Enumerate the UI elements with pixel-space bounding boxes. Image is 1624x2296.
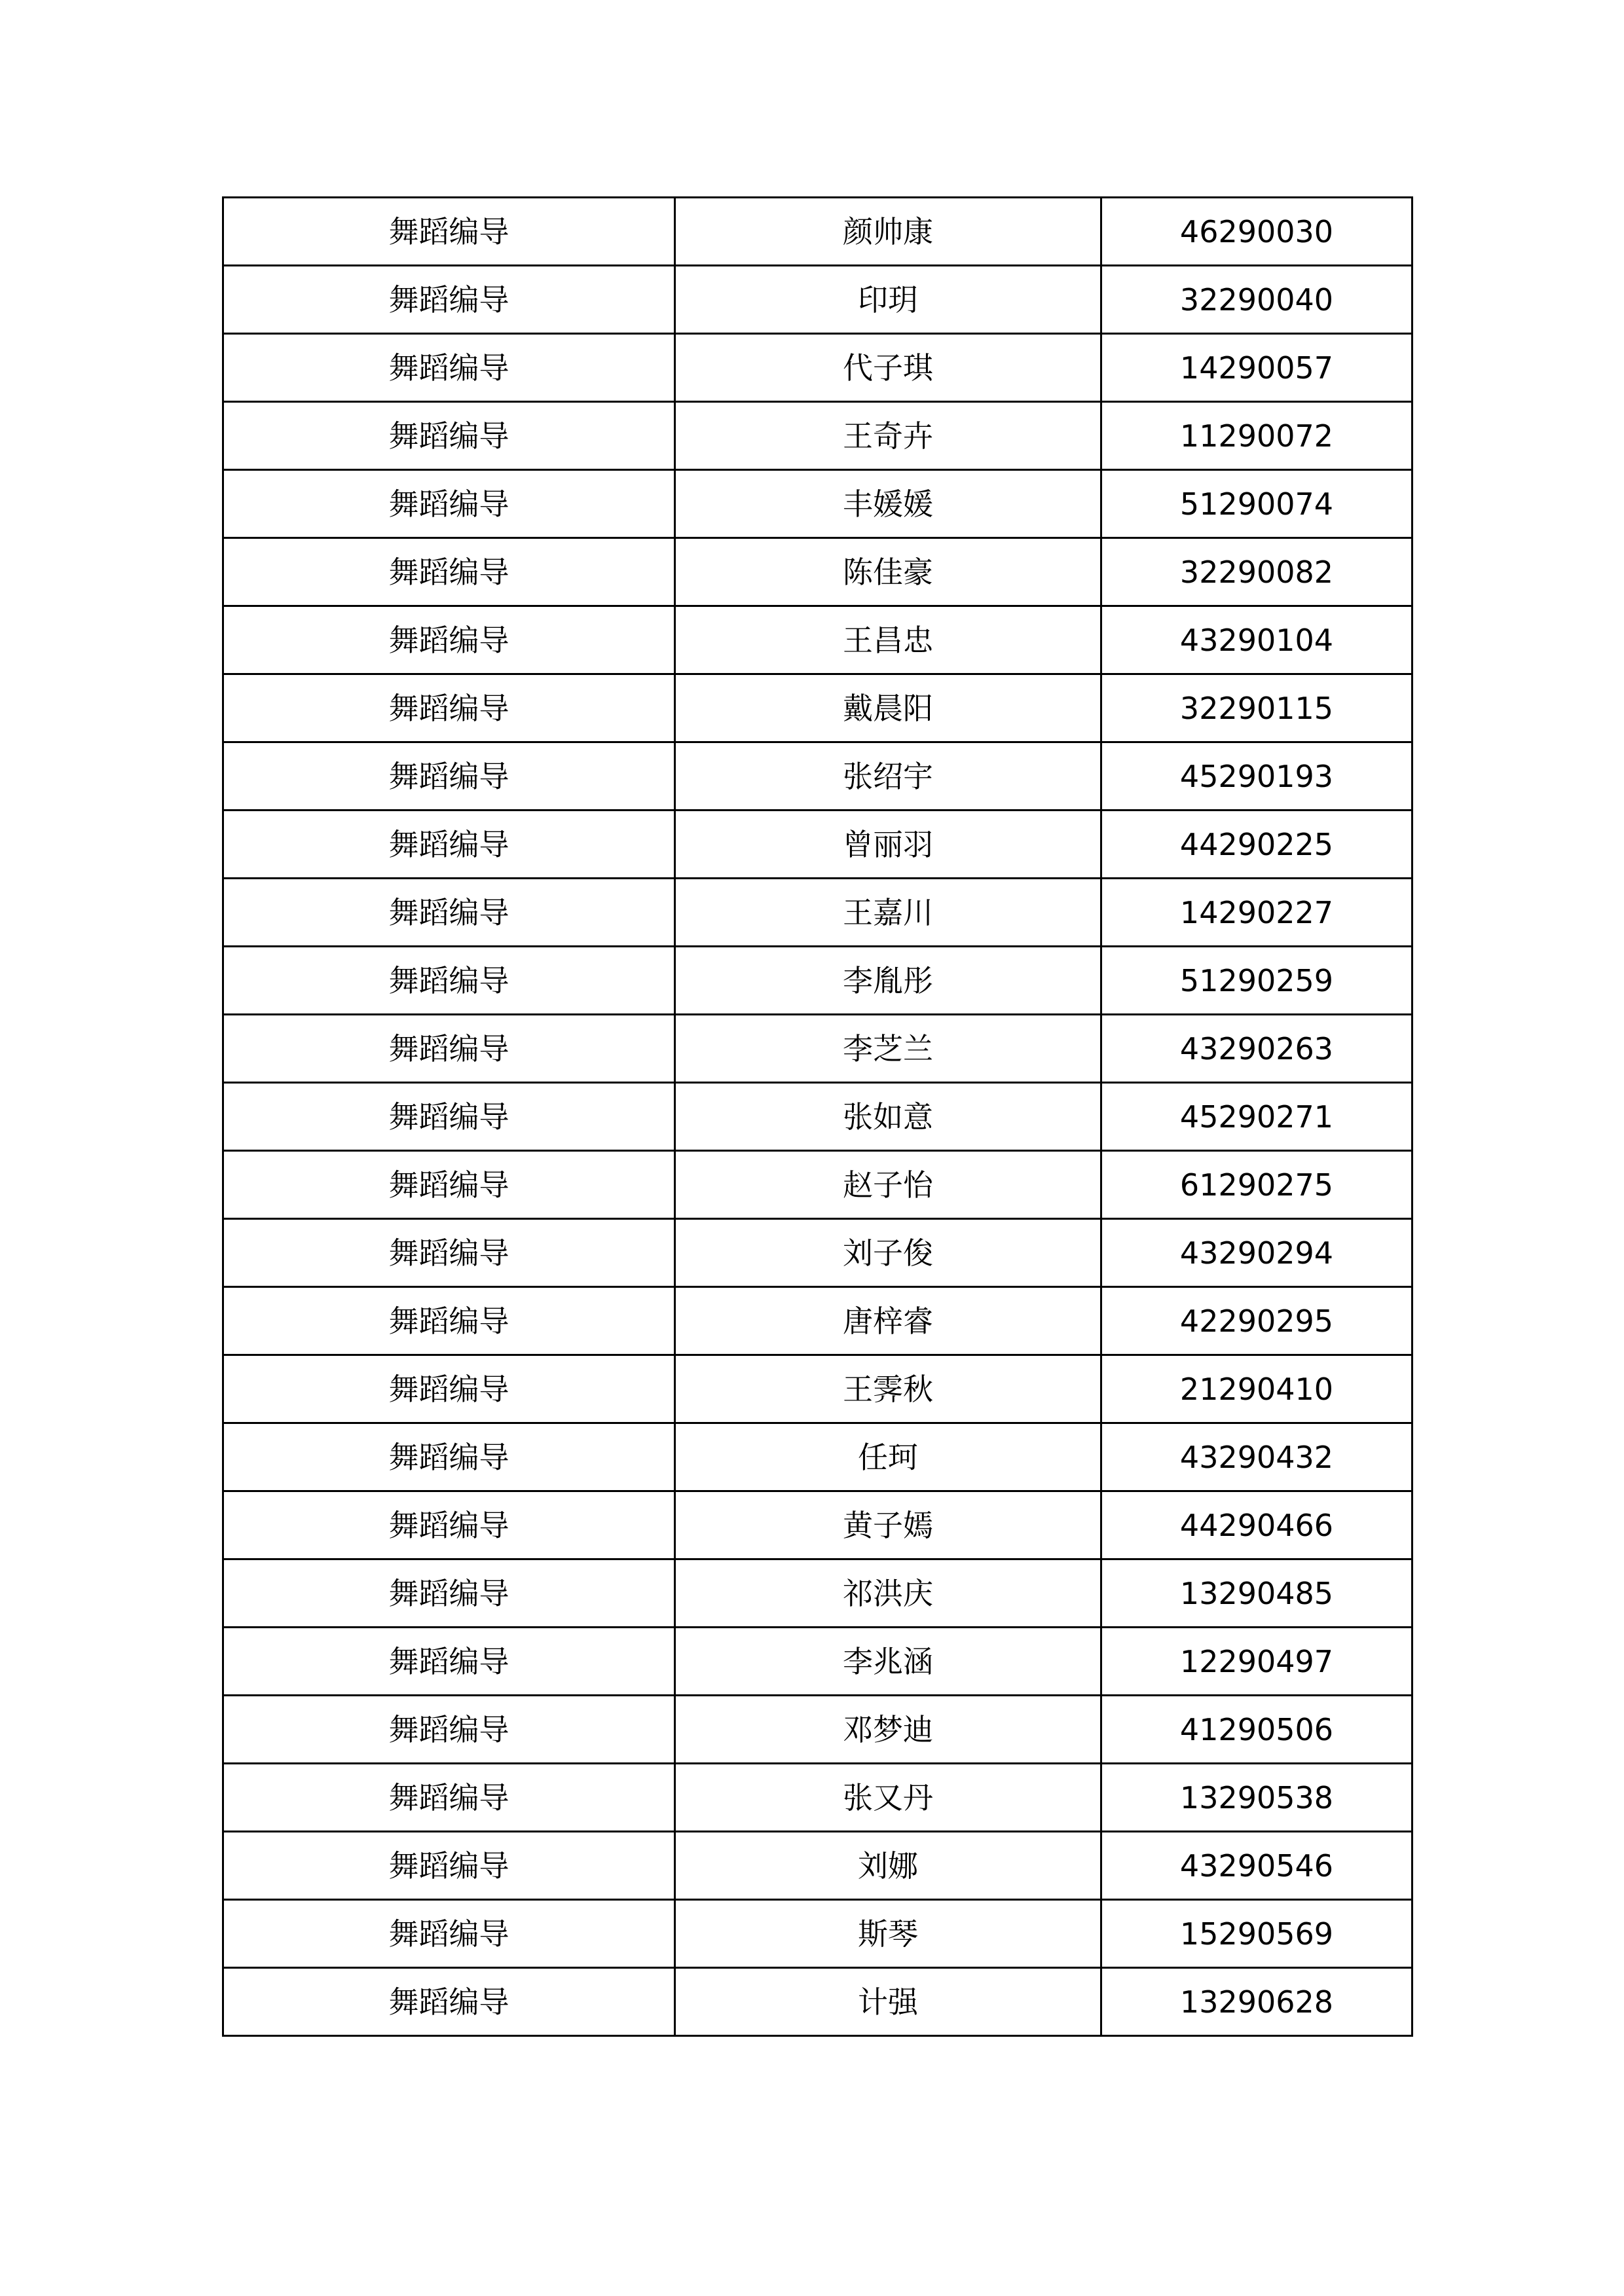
table-row (223, 1900, 1412, 1968)
id-cell: 45290271 (1101, 1083, 1412, 1151)
table-row (223, 266, 1412, 334)
table-row (223, 1696, 1412, 1764)
id-cell: 46290030 (1101, 198, 1412, 266)
name-cell: 王昌忠 (675, 606, 1101, 674)
name-cell: 李兆涵 (675, 1628, 1101, 1696)
table-row (223, 674, 1412, 742)
id-cell: 41290506 (1101, 1696, 1412, 1764)
name-cell: 计强 (675, 1968, 1101, 2036)
id-cell: 32290082 (1101, 538, 1412, 606)
id-cell: 43290546 (1101, 1832, 1412, 1900)
id-cell: 13290485 (1101, 1559, 1412, 1628)
id-cell: 44290225 (1101, 811, 1412, 879)
major-cell: 舞蹈编导 (223, 266, 675, 334)
major-cell: 舞蹈编导 (223, 198, 675, 266)
name-cell: 李胤彤 (675, 947, 1101, 1015)
id-cell: 42290295 (1101, 1287, 1412, 1355)
major-cell: 舞蹈编导 (223, 402, 675, 470)
id-cell: 43290104 (1101, 606, 1412, 674)
name-cell: 颜帅康 (675, 198, 1101, 266)
table-row (223, 1355, 1412, 1423)
name-cell: 戴晨阳 (675, 674, 1101, 742)
name-cell: 张绍宇 (675, 742, 1101, 811)
id-cell: 43290263 (1101, 1015, 1412, 1083)
major-cell: 舞蹈编导 (223, 1491, 675, 1559)
major-cell: 舞蹈编导 (223, 1355, 675, 1423)
name-cell: 任珂 (675, 1423, 1101, 1491)
table-row (223, 811, 1412, 879)
id-cell: 32290115 (1101, 674, 1412, 742)
major-cell: 舞蹈编导 (223, 1423, 675, 1491)
table-row (223, 1628, 1412, 1696)
table-row (223, 1151, 1412, 1219)
table-row (223, 1219, 1412, 1287)
major-cell: 舞蹈编导 (223, 1628, 675, 1696)
name-cell: 邓梦迪 (675, 1696, 1101, 1764)
table-row (223, 606, 1412, 674)
major-cell: 舞蹈编导 (223, 1559, 675, 1628)
name-cell: 李芝兰 (675, 1015, 1101, 1083)
id-cell: 14290057 (1101, 334, 1412, 402)
id-cell: 32290040 (1101, 266, 1412, 334)
name-cell: 赵子怡 (675, 1151, 1101, 1219)
id-cell: 21290410 (1101, 1355, 1412, 1423)
name-cell: 印玥 (675, 266, 1101, 334)
table-row (223, 742, 1412, 811)
table-row (223, 879, 1412, 947)
name-cell: 张又丹 (675, 1764, 1101, 1832)
name-cell: 陈佳豪 (675, 538, 1101, 606)
major-cell: 舞蹈编导 (223, 1900, 675, 1968)
table-row (223, 1287, 1412, 1355)
table-row (223, 1423, 1412, 1491)
major-cell: 舞蹈编导 (223, 1083, 675, 1151)
table-row (223, 947, 1412, 1015)
table-row (223, 538, 1412, 606)
table-row (223, 334, 1412, 402)
table-row (223, 1015, 1412, 1083)
major-cell: 舞蹈编导 (223, 1015, 675, 1083)
roster-table-body (223, 198, 1412, 2036)
id-cell: 12290497 (1101, 1628, 1412, 1696)
major-cell: 舞蹈编导 (223, 674, 675, 742)
name-cell: 唐梓睿 (675, 1287, 1101, 1355)
name-cell: 曾丽羽 (675, 811, 1101, 879)
id-cell: 45290193 (1101, 742, 1412, 811)
major-cell: 舞蹈编导 (223, 1968, 675, 2036)
id-cell: 44290466 (1101, 1491, 1412, 1559)
major-cell: 舞蹈编导 (223, 1764, 675, 1832)
major-cell: 舞蹈编导 (223, 1832, 675, 1900)
major-cell: 舞蹈编导 (223, 538, 675, 606)
name-cell: 王奇卉 (675, 402, 1101, 470)
name-cell: 斯琴 (675, 1900, 1101, 1968)
major-cell: 舞蹈编导 (223, 811, 675, 879)
id-cell: 13290628 (1101, 1968, 1412, 2036)
major-cell: 舞蹈编导 (223, 1219, 675, 1287)
id-cell: 51290074 (1101, 470, 1412, 538)
name-cell: 刘娜 (675, 1832, 1101, 1900)
major-cell: 舞蹈编导 (223, 606, 675, 674)
major-cell: 舞蹈编导 (223, 334, 675, 402)
name-cell: 刘子俊 (675, 1219, 1101, 1287)
name-cell: 代子琪 (675, 334, 1101, 402)
id-cell: 51290259 (1101, 947, 1412, 1015)
table-row (223, 1559, 1412, 1628)
id-cell: 13290538 (1101, 1764, 1412, 1832)
table-row (223, 1491, 1412, 1559)
name-cell: 黄子嫣 (675, 1491, 1101, 1559)
name-cell: 王霁秋 (675, 1355, 1101, 1423)
roster-table (222, 196, 1413, 2037)
name-cell: 王嘉川 (675, 879, 1101, 947)
id-cell: 61290275 (1101, 1151, 1412, 1219)
name-cell: 祁洪庆 (675, 1559, 1101, 1628)
table-row (223, 470, 1412, 538)
table-row (223, 1832, 1412, 1900)
major-cell: 舞蹈编导 (223, 470, 675, 538)
major-cell: 舞蹈编导 (223, 742, 675, 811)
table-row (223, 1083, 1412, 1151)
id-cell: 14290227 (1101, 879, 1412, 947)
table-row (223, 198, 1412, 266)
major-cell: 舞蹈编导 (223, 1696, 675, 1764)
id-cell: 15290569 (1101, 1900, 1412, 1968)
id-cell: 43290294 (1101, 1219, 1412, 1287)
name-cell: 张如意 (675, 1083, 1101, 1151)
id-cell: 43290432 (1101, 1423, 1412, 1491)
name-cell: 丰媛媛 (675, 470, 1101, 538)
id-cell: 11290072 (1101, 402, 1412, 470)
major-cell: 舞蹈编导 (223, 879, 675, 947)
table-row (223, 402, 1412, 470)
major-cell: 舞蹈编导 (223, 947, 675, 1015)
table-row (223, 1968, 1412, 2036)
major-cell: 舞蹈编导 (223, 1287, 675, 1355)
major-cell: 舞蹈编导 (223, 1151, 675, 1219)
table-row (223, 1764, 1412, 1832)
